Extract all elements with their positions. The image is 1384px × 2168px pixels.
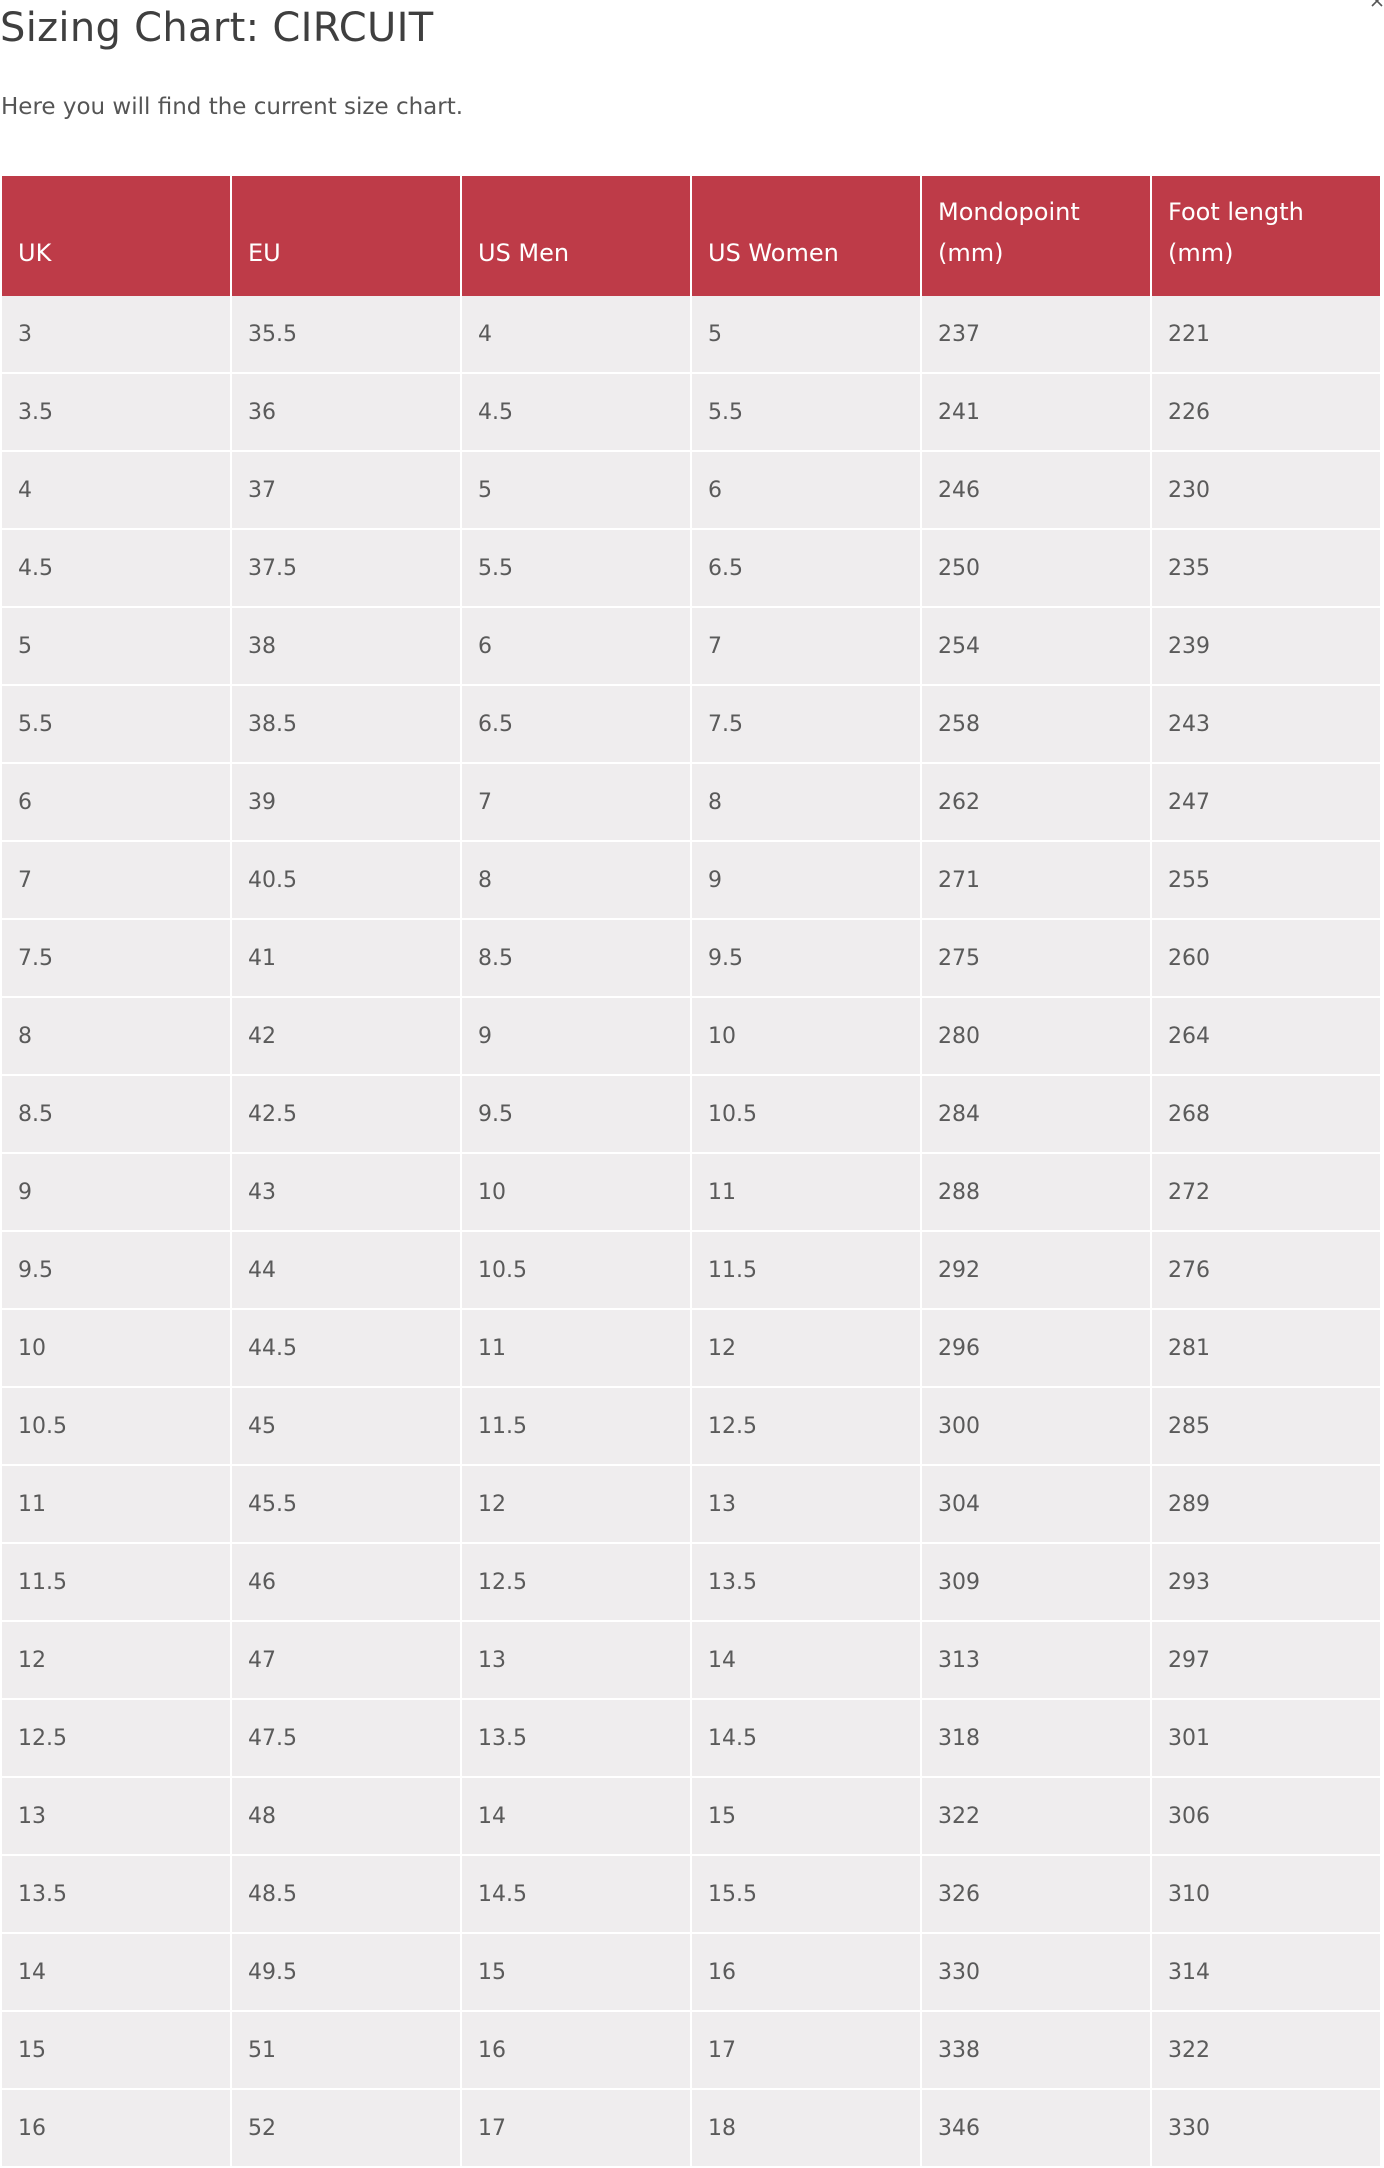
cell-us-women: 10.5 [692,1076,922,1154]
table-row [2,920,1380,998]
cell-us-men: 5.5 [462,530,692,608]
table-row [2,1466,1380,1544]
cell-foot-length: 264 [1152,998,1380,1076]
cell-foot-length: 276 [1152,1232,1380,1310]
page-title: Sizing Chart: CIRCUIT [0,5,434,51]
cell-uk: 10.5 [2,1388,232,1466]
cell-eu: 49.5 [232,1934,462,2012]
cell-foot-length: 330 [1152,2090,1380,2168]
cell-mondopoint: 296 [922,1310,1152,1388]
cell-eu: 35.5 [232,296,462,374]
cell-us-men: 8.5 [462,920,692,998]
cell-us-women: 6 [692,452,922,530]
cell-mondopoint: 258 [922,686,1152,764]
cell-uk: 5.5 [2,686,232,764]
cell-us-men: 9.5 [462,1076,692,1154]
cell-foot-length: 247 [1152,764,1380,842]
column-header-eu: EU [232,176,462,296]
cell-eu: 41 [232,920,462,998]
cell-us-men: 10.5 [462,1232,692,1310]
table-row [2,1934,1380,2012]
cell-eu: 44 [232,1232,462,1310]
table-row [2,686,1380,764]
cell-us-men: 5 [462,452,692,530]
cell-foot-length: 297 [1152,1622,1380,1700]
cell-mondopoint: 246 [922,452,1152,530]
cell-eu: 37 [232,452,462,530]
cell-mondopoint: 304 [922,1466,1152,1544]
cell-foot-length: 230 [1152,452,1380,530]
cell-foot-length: 301 [1152,1700,1380,1778]
cell-us-women: 15.5 [692,1856,922,1934]
cell-us-men: 17 [462,2090,692,2168]
cell-us-women: 9.5 [692,920,922,998]
cell-mondopoint: 275 [922,920,1152,998]
cell-us-men: 13.5 [462,1700,692,1778]
cell-uk: 5 [2,608,232,686]
cell-uk: 3 [2,296,232,374]
cell-mondopoint: 309 [922,1544,1152,1622]
cell-eu: 51 [232,2012,462,2090]
cell-us-men: 16 [462,2012,692,2090]
cell-eu: 40.5 [232,842,462,920]
close-icon[interactable] [1370,0,1384,8]
cell-us-men: 7 [462,764,692,842]
table-row [2,1154,1380,1232]
cell-uk: 3.5 [2,374,232,452]
cell-mondopoint: 271 [922,842,1152,920]
table-row [2,764,1380,842]
cell-foot-length: 268 [1152,1076,1380,1154]
cell-uk: 12.5 [2,1700,232,1778]
cell-us-men: 11 [462,1310,692,1388]
table-row [2,608,1380,686]
cell-mondopoint: 280 [922,998,1152,1076]
table-row [2,296,1380,374]
cell-us-men: 14 [462,1778,692,1856]
cell-us-women: 5 [692,296,922,374]
cell-eu: 36 [232,374,462,452]
cell-mondopoint: 330 [922,1934,1152,2012]
cell-foot-length: 226 [1152,374,1380,452]
cell-eu: 42 [232,998,462,1076]
cell-us-women: 5.5 [692,374,922,452]
cell-uk: 6 [2,764,232,842]
cell-us-men: 4 [462,296,692,374]
column-header-us-men: US Men [462,176,692,296]
cell-eu: 42.5 [232,1076,462,1154]
cell-us-women: 8 [692,764,922,842]
cell-uk: 7.5 [2,920,232,998]
column-header-mondopoint: Mondopoint (mm) [922,176,1152,296]
cell-us-men: 15 [462,1934,692,2012]
table-row [2,530,1380,608]
cell-us-men: 6 [462,608,692,686]
cell-mondopoint: 237 [922,296,1152,374]
cell-uk: 14 [2,1934,232,2012]
cell-mondopoint: 284 [922,1076,1152,1154]
cell-uk: 9 [2,1154,232,1232]
cell-us-women: 15 [692,1778,922,1856]
cell-us-men: 14.5 [462,1856,692,1934]
cell-mondopoint: 262 [922,764,1152,842]
cell-us-men: 4.5 [462,374,692,452]
cell-mondopoint: 326 [922,1856,1152,1934]
cell-mondopoint: 292 [922,1232,1152,1310]
cell-mondopoint: 346 [922,2090,1152,2168]
cell-foot-length: 235 [1152,530,1380,608]
table-row [2,842,1380,920]
table-header-row [2,176,1380,296]
table-body [2,296,1380,2168]
cell-us-women: 11.5 [692,1232,922,1310]
cell-us-women: 7 [692,608,922,686]
cell-foot-length: 314 [1152,1934,1380,2012]
cell-eu: 52 [232,2090,462,2168]
column-header-us-women: US Women [692,176,922,296]
column-header-uk: UK [2,176,232,296]
cell-foot-length: 285 [1152,1388,1380,1466]
cell-uk: 13 [2,1778,232,1856]
cell-foot-length: 239 [1152,608,1380,686]
cell-mondopoint: 322 [922,1778,1152,1856]
cell-uk: 13.5 [2,1856,232,1934]
cell-us-men: 13 [462,1622,692,1700]
cell-us-women: 13.5 [692,1544,922,1622]
table-row [2,1544,1380,1622]
cell-us-men: 11.5 [462,1388,692,1466]
size-chart-table [2,176,1380,2168]
cell-foot-length: 293 [1152,1544,1380,1622]
cell-mondopoint: 250 [922,530,1152,608]
cell-us-men: 12.5 [462,1544,692,1622]
cell-mondopoint: 338 [922,2012,1152,2090]
cell-uk: 7 [2,842,232,920]
column-header-foot-length: Foot length (mm) [1152,176,1380,296]
cell-eu: 48.5 [232,1856,462,1934]
cell-uk: 4.5 [2,530,232,608]
cell-us-women: 14 [692,1622,922,1700]
cell-eu: 47.5 [232,1700,462,1778]
cell-foot-length: 322 [1152,2012,1380,2090]
cell-us-women: 12.5 [692,1388,922,1466]
table-row [2,1622,1380,1700]
cell-mondopoint: 318 [922,1700,1152,1778]
cell-eu: 39 [232,764,462,842]
cell-uk: 16 [2,2090,232,2168]
cell-us-women: 14.5 [692,1700,922,1778]
table-row [2,998,1380,1076]
cell-foot-length: 221 [1152,296,1380,374]
cell-eu: 48 [232,1778,462,1856]
cell-mondopoint: 254 [922,608,1152,686]
cell-us-women: 10 [692,998,922,1076]
table-row [2,374,1380,452]
cell-uk: 12 [2,1622,232,1700]
cell-eu: 38 [232,608,462,686]
cell-eu: 45 [232,1388,462,1466]
cell-us-women: 12 [692,1310,922,1388]
cell-foot-length: 281 [1152,1310,1380,1388]
cell-us-men: 10 [462,1154,692,1232]
cell-uk: 11.5 [2,1544,232,1622]
table-row [2,1310,1380,1388]
cell-eu: 37.5 [232,530,462,608]
cell-uk: 8 [2,998,232,1076]
cell-us-women: 16 [692,1934,922,2012]
cell-eu: 47 [232,1622,462,1700]
cell-eu: 46 [232,1544,462,1622]
cell-uk: 4 [2,452,232,530]
cell-foot-length: 310 [1152,1856,1380,1934]
cell-eu: 43 [232,1154,462,1232]
table-row [2,1856,1380,1934]
cell-eu: 45.5 [232,1466,462,1544]
cell-foot-length: 306 [1152,1778,1380,1856]
cell-mondopoint: 300 [922,1388,1152,1466]
cell-foot-length: 243 [1152,686,1380,764]
cell-uk: 11 [2,1466,232,1544]
cell-us-women: 18 [692,2090,922,2168]
cell-mondopoint: 241 [922,374,1152,452]
table-row [2,2090,1380,2168]
table-row [2,1388,1380,1466]
cell-foot-length: 260 [1152,920,1380,998]
cell-us-men: 8 [462,842,692,920]
table-row [2,1076,1380,1154]
cell-uk: 15 [2,2012,232,2090]
cell-us-women: 7.5 [692,686,922,764]
cell-us-men: 6.5 [462,686,692,764]
cell-foot-length: 255 [1152,842,1380,920]
intro-text: Here you will find the current size chart. [1,94,464,120]
cell-uk: 9.5 [2,1232,232,1310]
cell-us-men: 9 [462,998,692,1076]
cell-us-women: 9 [692,842,922,920]
cell-us-women: 6.5 [692,530,922,608]
cell-mondopoint: 313 [922,1622,1152,1700]
cell-eu: 44.5 [232,1310,462,1388]
cell-foot-length: 272 [1152,1154,1380,1232]
cell-us-men: 12 [462,1466,692,1544]
table-row [2,452,1380,530]
cell-uk: 10 [2,1310,232,1388]
cell-us-women: 11 [692,1154,922,1232]
table-row [2,1232,1380,1310]
cell-us-women: 13 [692,1466,922,1544]
table-row [2,1700,1380,1778]
cell-foot-length: 289 [1152,1466,1380,1544]
table-row [2,1778,1380,1856]
cell-us-women: 17 [692,2012,922,2090]
cell-mondopoint: 288 [922,1154,1152,1232]
cell-uk: 8.5 [2,1076,232,1154]
cell-eu: 38.5 [232,686,462,764]
table-row [2,2012,1380,2090]
